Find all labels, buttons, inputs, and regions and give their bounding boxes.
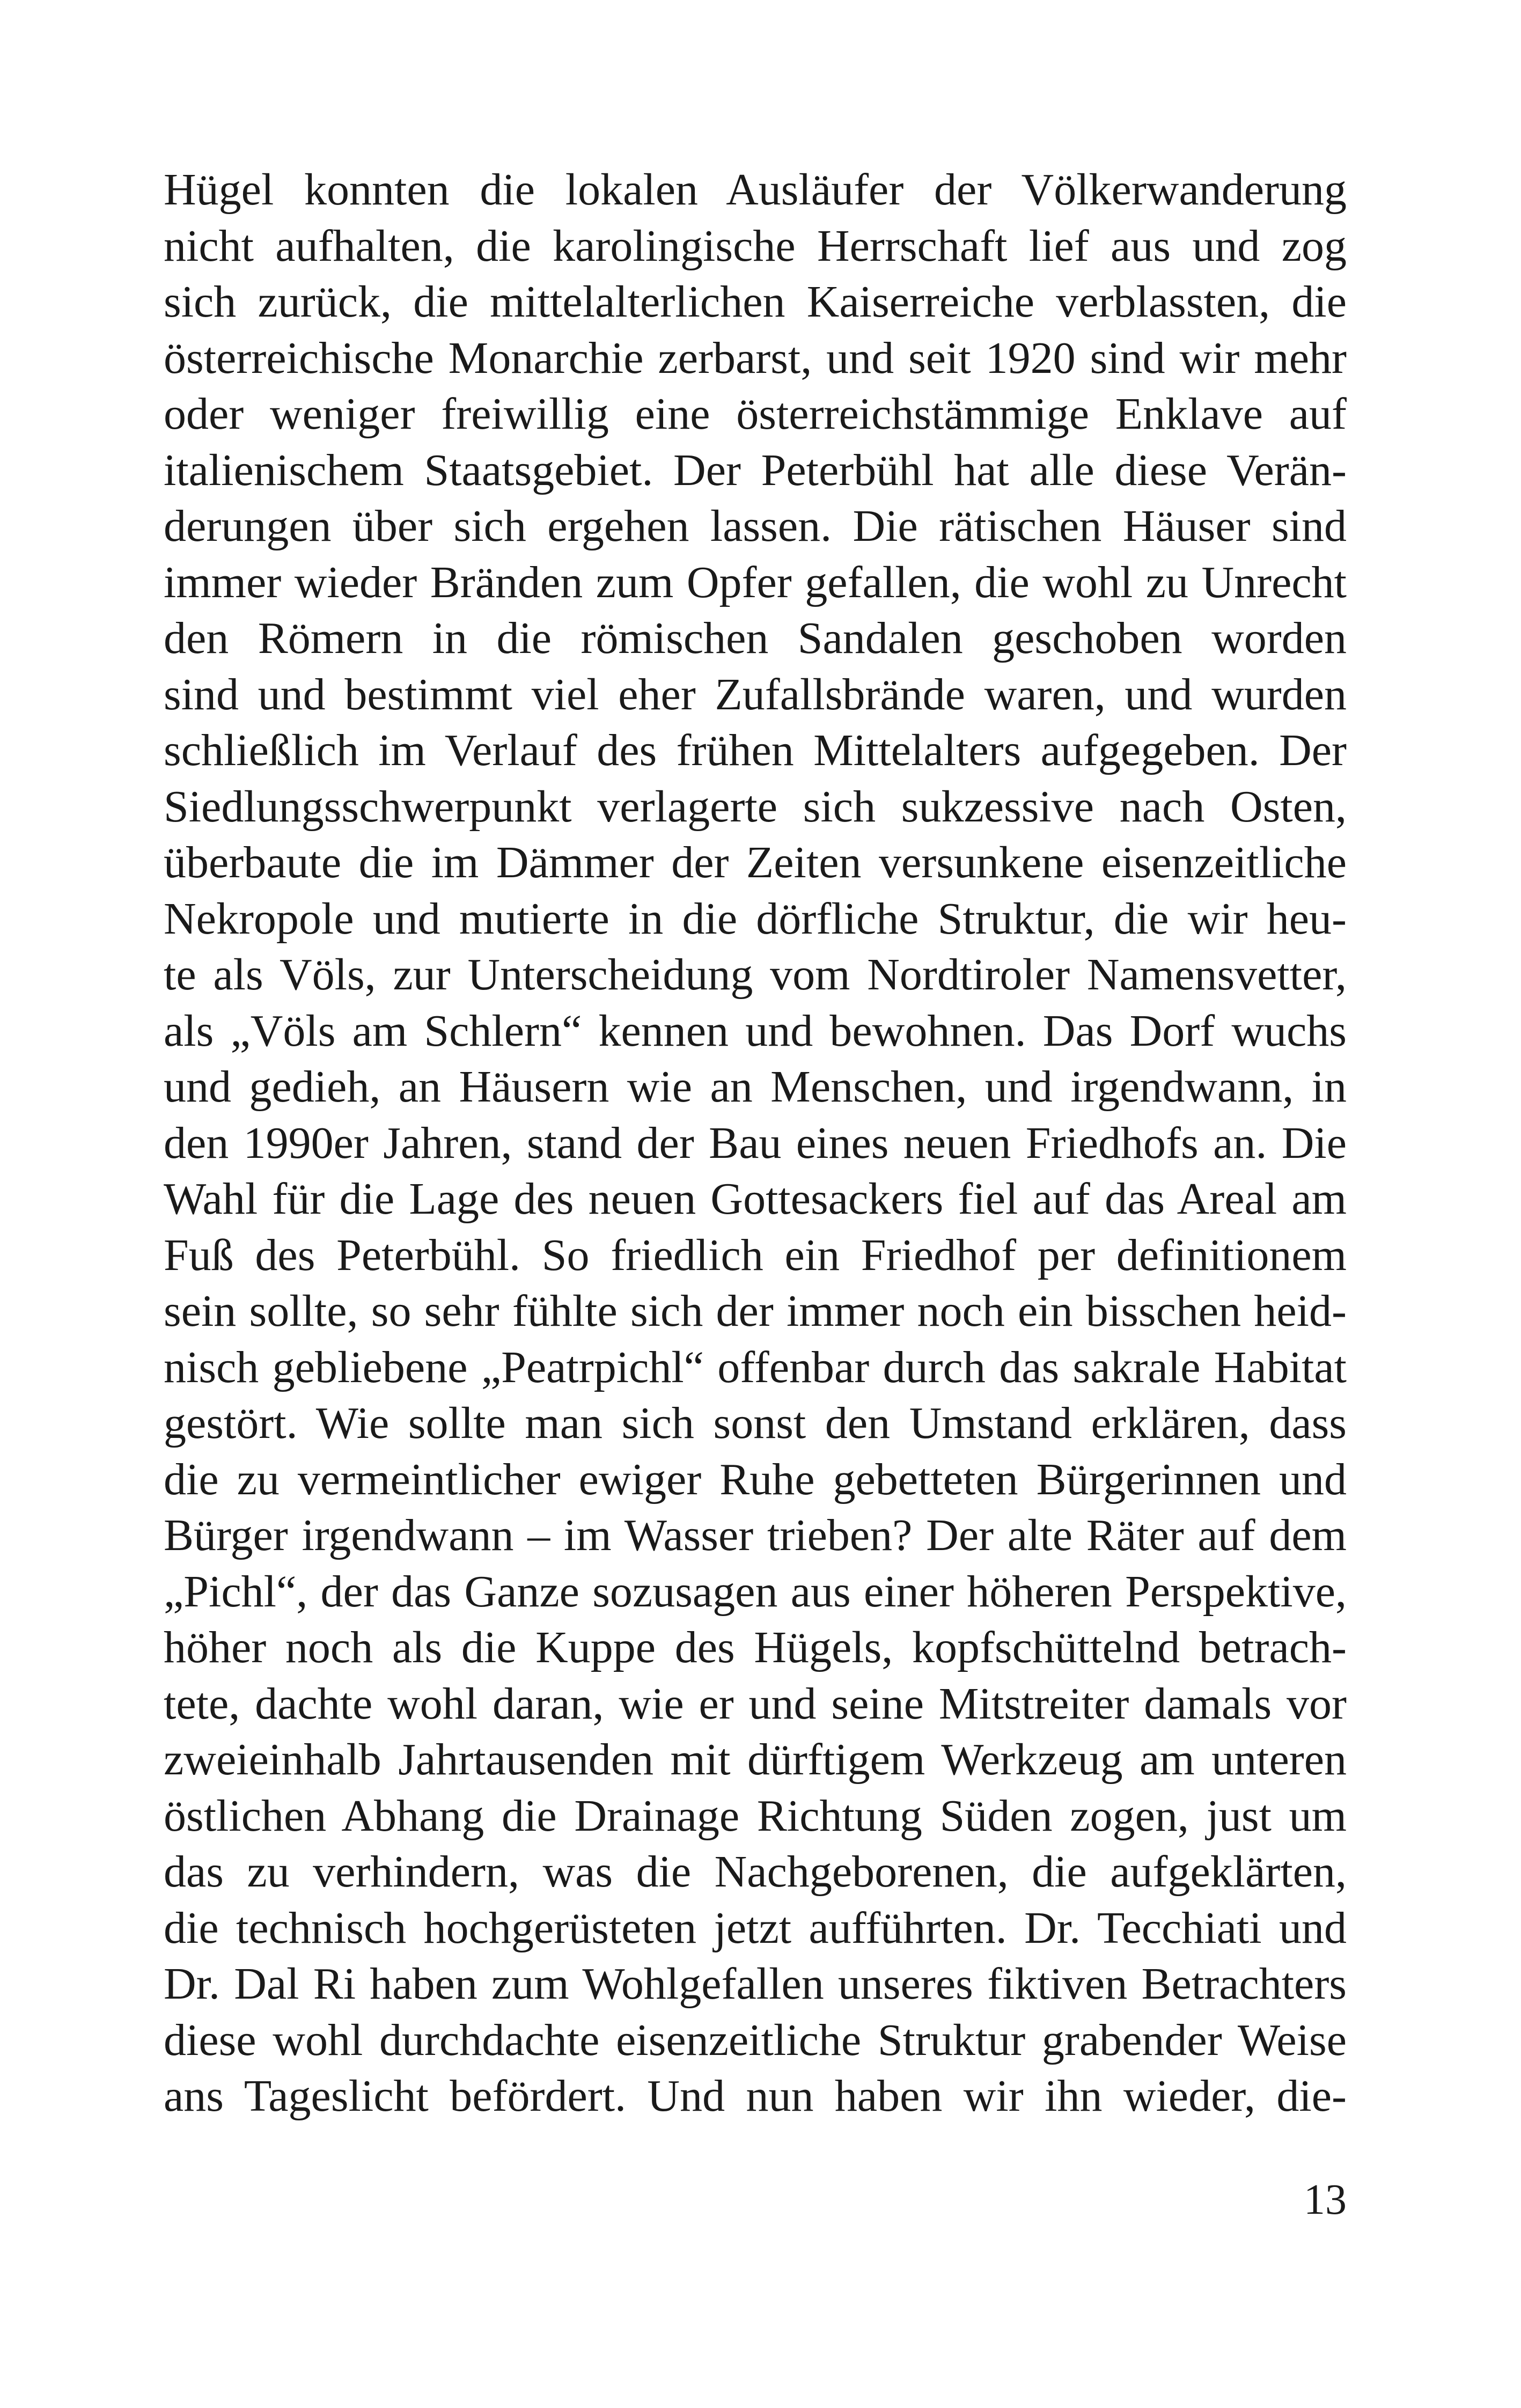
text-line: und gedieh, an Häusern wie an Menschen, und irgendwann, in xyxy=(164,1062,1347,1112)
text-line: die zu vermeintlicher ewiger Ruhe gebetteten Bürgerinnen und xyxy=(164,1454,1347,1504)
text-line: höher noch als die Kuppe des Hügels, kopfschüttelnd betrach- xyxy=(164,1623,1347,1672)
text-line: Bürger irgendwann – im Wasser trieben? Der alte Räter auf dem xyxy=(164,1510,1347,1560)
text-line: sein sollte, so sehr fühlte sich der immer noch ein bisschen heid- xyxy=(164,1286,1347,1336)
text-line: Fuß des Peterbühl. So friedlich ein Friedhof per definitionem xyxy=(164,1230,1347,1280)
body-text xyxy=(164,162,1347,2125)
text-line: sind und bestimmt viel eher Zufallsbrände waren, und wurden xyxy=(164,669,1347,720)
text-line: als „Völs am Schlern“ kennen und bewohnen. Das Dorf wuchs xyxy=(164,1005,1347,1056)
text-line: gestört. Wie sollte man sich sonst den Umstand erklären, dass xyxy=(164,1398,1347,1448)
text-line: österreichische Monarchie zerbarst, und seit 1920 sind wir mehr xyxy=(164,333,1347,383)
text-line: nisch gebliebene „Peatrpichl“ offenbar durch das sakrale Habitat xyxy=(164,1342,1347,1392)
text-line: nicht aufhalten, die karolingische Herrschaft lief aus und zog xyxy=(164,221,1347,271)
text-line: die technisch hochgerüsteten jetzt aufführten. Dr. Tecchiati und xyxy=(164,1903,1347,1953)
text-line: Dr. Dal Ri haben zum Wohlgefallen unseres fiktiven Betrachters xyxy=(164,1959,1347,2009)
text-line: schließlich im Verlauf des frühen Mittelalters aufgegeben. Der xyxy=(164,725,1347,775)
text-line: den Römern in die römischen Sandalen geschoben worden xyxy=(164,613,1347,663)
text-line: diese wohl durchdachte eisenzeitliche Struktur grabender Weise xyxy=(164,2015,1347,2065)
text-line: ans Tageslicht befördert. Und nun haben wir ihn wieder, die- xyxy=(164,2071,1347,2121)
text-line: zweieinhalb Jahrtausenden mit dürftigem Werkzeug am unteren xyxy=(164,1735,1347,1785)
text-line: Wahl für die Lage des neuen Gottesackers fiel auf das Areal am xyxy=(164,1174,1347,1224)
page-number: 13 xyxy=(1304,2176,1347,2223)
text-line: immer wieder Bränden zum Opfer gefallen, die wohl zu Unrecht xyxy=(164,557,1347,607)
text-line: das zu verhindern, was die Nachgeborenen, die aufgeklärten, xyxy=(164,1847,1347,1897)
text-line: Siedlungsschwerpunkt verlagerte sich sukzessive nach Osten, xyxy=(164,781,1347,832)
text-line: derungen über sich ergehen lassen. Die rätischen Häuser sind xyxy=(164,501,1347,551)
text-line: tete, dachte wohl daran, wie er und seine Mitstreiter damals vor xyxy=(164,1678,1347,1729)
text-line: den 1990er Jahren, stand der Bau eines neuen Friedhofs an. Die xyxy=(164,1118,1347,1168)
text-line: italienischem Staatsgebiet. Der Peterbühl hat alle diese Verän- xyxy=(164,445,1347,495)
text-line: te als Völs, zur Unterscheidung vom Nordtiroler Namensvetter, xyxy=(164,950,1347,1000)
text-line: oder weniger freiwillig eine österreichstämmige Enklave auf xyxy=(164,389,1347,439)
text-line: sich zurück, die mittelalterlichen Kaiserreiche verblassten, die xyxy=(164,277,1347,327)
text-line: überbaute die im Dämmer der Zeiten versunkene eisenzeitliche xyxy=(164,838,1347,887)
text-line: „Pichl“, der das Ganze sozusagen aus einer höheren Perspektive, xyxy=(164,1566,1347,1617)
text-line: Hügel konnten die lokalen Ausläufer der Völkerwanderung xyxy=(164,165,1347,215)
text-line: östlichen Abhang die Drainage Richtung Süden zogen, just um xyxy=(164,1790,1347,1841)
text-line: Nekropole und mutierte in die dörfliche Struktur, die wir heu- xyxy=(164,893,1347,944)
